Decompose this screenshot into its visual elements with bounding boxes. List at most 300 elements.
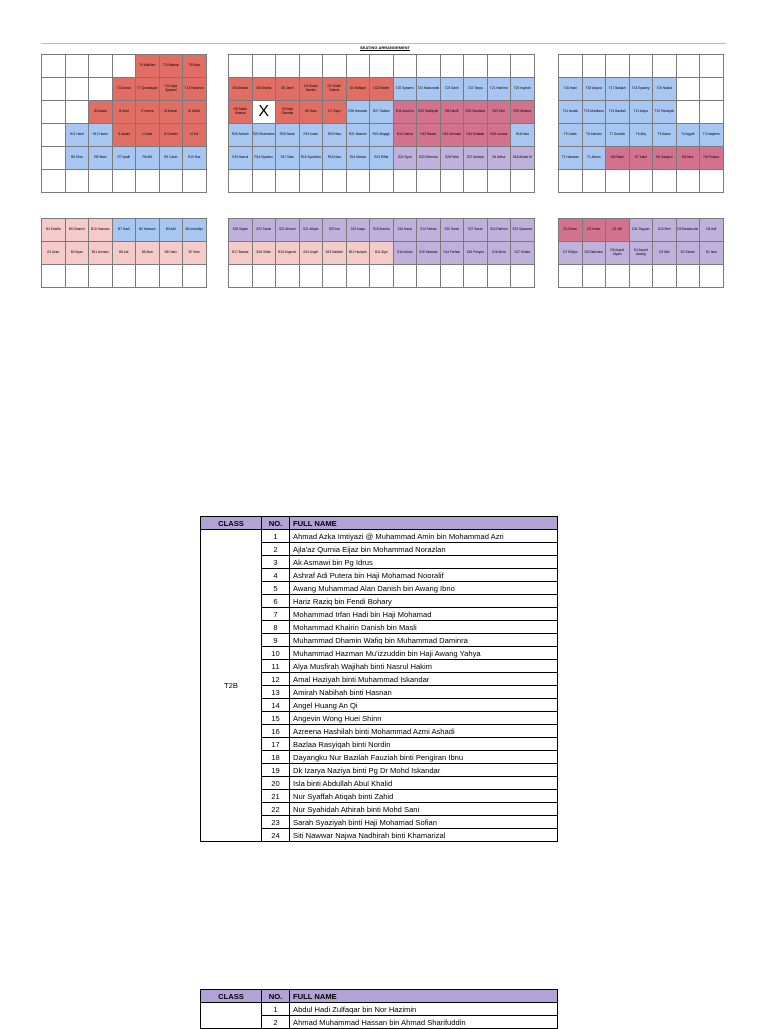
- seat: S27 Sarah: [464, 219, 488, 242]
- seat: [276, 265, 300, 288]
- seat: [559, 265, 583, 288]
- seat: [629, 170, 653, 193]
- seat: B4 Khalifa: [42, 219, 66, 242]
- seat: B11 Alya: [370, 242, 394, 265]
- seat: [464, 55, 488, 78]
- seat: T6 Afiq: [629, 124, 653, 147]
- student-name: Nur Syaffah Atiqah binti Zahid: [290, 790, 558, 803]
- seat: [440, 265, 464, 288]
- seat: T19 Nasha: [653, 78, 677, 101]
- seat: [370, 265, 394, 288]
- seat: T10 Fawziyah: [653, 101, 677, 124]
- student-name: Dayangku Nur Bazilah Fauziah binti Pengiran Ibnu: [290, 751, 558, 764]
- row-number: 15: [262, 712, 290, 725]
- seat: D7 Shiilyo: [559, 242, 583, 265]
- seat: S19 Isaya: [346, 219, 370, 242]
- student-name: Mohammad Irfan Hadi bin Haji Mohamad: [290, 608, 558, 621]
- seat: [606, 265, 630, 288]
- seat: H13 Ummiah: [440, 124, 464, 147]
- seat: T18 Asyura: [582, 78, 606, 101]
- seat: [276, 170, 300, 193]
- seat: T14 Izzdah: [559, 101, 583, 124]
- seat: R6 Afif: [136, 147, 160, 170]
- seat: T17 Balqish: [606, 78, 630, 101]
- seat: T15 Amal: [112, 78, 136, 101]
- seat: [89, 78, 113, 101]
- seat: H15 Luvana: [487, 124, 511, 147]
- seat: [183, 170, 207, 193]
- seat: H6 Gasyimi: [653, 147, 677, 170]
- seat: [487, 55, 511, 78]
- seat: I4 Eril: [183, 124, 207, 147]
- row-number: 11: [262, 660, 290, 673]
- seat: T6 Zahrani: [582, 124, 606, 147]
- seat: S16 Pesyira: [464, 242, 488, 265]
- seat: S27 Ameiya: [464, 147, 488, 170]
- seat: [653, 170, 677, 193]
- seat: [89, 170, 113, 193]
- seat: S18 Bushra: [370, 219, 394, 242]
- seat: T20 Syasero: [393, 78, 417, 101]
- row-number: 22: [262, 803, 290, 816]
- col-header-class: CLASS: [201, 517, 262, 530]
- seat: [370, 55, 394, 78]
- seat: T9 Unais: [559, 124, 583, 147]
- seat: S28 Falia: [440, 147, 464, 170]
- col-header-no: NO.: [262, 517, 290, 530]
- seat: R26 Haranah: [346, 101, 370, 124]
- seat: R11 Amal Iki: [393, 101, 417, 124]
- seat: H12 Hazer: [89, 124, 113, 147]
- col-header-no: NO.: [262, 990, 290, 1003]
- seat: T16 Iman: [559, 78, 583, 101]
- seat: S16 Nassi: [393, 219, 417, 242]
- row-number: 10: [262, 647, 290, 660]
- seat: [511, 55, 535, 78]
- seat: D2 Imran: [582, 219, 606, 242]
- seat: B17 Bazlaa: [229, 242, 253, 265]
- seat: [700, 170, 724, 193]
- seat: B12 Haziyah: [346, 242, 370, 265]
- seat: B6 Hariz: [159, 242, 183, 265]
- seat: B15 Angevin: [276, 242, 300, 265]
- seat: R13 Riftal: [370, 147, 394, 170]
- seat: R22 Sarahina: [464, 101, 488, 124]
- seat: R14 Marwa: [346, 147, 370, 170]
- header-rule: [41, 43, 726, 44]
- seat: [65, 101, 89, 124]
- seat: R16 Nisa: [323, 147, 347, 170]
- seat: S24 Syuri: [393, 147, 417, 170]
- seat: [65, 265, 89, 288]
- seat: D4 Asyraf Awang: [629, 242, 653, 265]
- student-name: Isla binti Abdullah Abul Khalid: [290, 777, 558, 790]
- row-number: 13: [262, 686, 290, 699]
- seat: R5 Cahin: [159, 147, 183, 170]
- seat: B5 Adi: [112, 242, 136, 265]
- seat: T21 Hamirra: [487, 78, 511, 101]
- seat: T5 Adam: [653, 124, 677, 147]
- seat: T4 Aqyafi: [676, 124, 700, 147]
- seat: D10 Meri: [653, 219, 677, 242]
- row-number: 4: [262, 569, 290, 582]
- seat: [42, 101, 66, 124]
- row-number: 7: [262, 608, 290, 621]
- seat: S15 Sissisha: [417, 242, 441, 265]
- seat: S14 Fatima: [417, 219, 441, 242]
- seat: I2 Asfa: [136, 124, 160, 147]
- seat: R16 Syarimu: [252, 147, 276, 170]
- seat: T3 Haqeem: [700, 124, 724, 147]
- seat: [65, 78, 89, 101]
- seat: S14 Farhah: [440, 242, 464, 265]
- row-number: 6: [262, 595, 290, 608]
- seat: [112, 170, 136, 193]
- seat: D5 Asyraf Afyam: [606, 242, 630, 265]
- seat: [42, 55, 66, 78]
- seat: [417, 55, 441, 78]
- seat: H16 Nisa: [511, 124, 535, 147]
- student-name: Hariz Raziq bin Fendi Bohary: [290, 595, 558, 608]
- seat: [89, 265, 113, 288]
- seat: [440, 170, 464, 193]
- seat: R7 Iyadil: [112, 147, 136, 170]
- seat: T7 Durahin: [606, 124, 630, 147]
- class-roster-t2b: [200, 516, 558, 842]
- seat: [229, 265, 253, 288]
- seat: T11 Adiya: [629, 101, 653, 124]
- seat: D9 Badianudin: [676, 219, 700, 242]
- seat: [393, 265, 417, 288]
- seat: [700, 78, 724, 101]
- seat: D2 Kieran: [676, 242, 700, 265]
- seat: [487, 170, 511, 193]
- seat: S16 Alina: [487, 242, 511, 265]
- row-number: 20: [262, 777, 290, 790]
- seat: H14 Khalilah: [464, 124, 488, 147]
- seat: [440, 55, 464, 78]
- seat: S6 Arfina: [487, 147, 511, 170]
- student-name: Angevin Wong Huei Shinn: [290, 712, 558, 725]
- row-number: 2: [262, 543, 290, 556]
- row-number: 16: [262, 725, 290, 738]
- seat: D1 Afif: [606, 219, 630, 242]
- student-name: Angel Huang An Qi: [290, 699, 558, 712]
- seat: G8 Satah Khamal: [229, 101, 253, 124]
- row-gap: [559, 193, 724, 219]
- seat: T2 Hamizan: [559, 147, 583, 170]
- seat: D6 Rakhmun: [582, 242, 606, 265]
- seat: R26 Sarah: [276, 124, 300, 147]
- student-name: Muhammad Dhamin Wafiq bin Muhammad Daminra: [290, 634, 558, 647]
- seat: T8 Illiya: [183, 55, 207, 78]
- seat: S20 Sherena: [417, 147, 441, 170]
- seat: I8 Amran: [159, 101, 183, 124]
- seat: R27 Gailani: [370, 101, 394, 124]
- seat: R22 Afiqagh: [370, 124, 394, 147]
- seat: [42, 124, 66, 147]
- seat: [323, 170, 347, 193]
- seat: [112, 55, 136, 78]
- seat: [511, 265, 535, 288]
- seat: [159, 170, 183, 193]
- seat: B7 Irfan: [183, 242, 207, 265]
- row-number: 14: [262, 699, 290, 712]
- seat: B6 Izzuddyn: [183, 219, 207, 242]
- seat: [676, 78, 700, 101]
- col-header-class: CLASS: [201, 990, 262, 1003]
- seat: R26 Amirah: [229, 124, 253, 147]
- class-label: [201, 1003, 262, 1029]
- seat: R8 Wani: [89, 147, 113, 170]
- seat: [629, 55, 653, 78]
- seat: T13 Haziman: [183, 78, 207, 101]
- seat: T12 Bazilah: [606, 101, 630, 124]
- seat: S20 Sanie: [440, 219, 464, 242]
- seat: B14 Angel: [299, 242, 323, 265]
- seat: [323, 55, 347, 78]
- seat: [653, 265, 677, 288]
- student-name: Nur Syahidah Athirah binti Mohd Sani: [290, 803, 558, 816]
- student-name: Siti Nawwar Najwa Nadhirah binti Khamarizal: [290, 829, 558, 842]
- seat: [346, 265, 370, 288]
- seat: [606, 55, 630, 78]
- seat: [159, 265, 183, 288]
- seat: [276, 55, 300, 78]
- seat: D11 Rayyan: [629, 219, 653, 242]
- row-number: 19: [262, 764, 290, 777]
- seat: [559, 170, 583, 193]
- col-header-full-name: FULL NAME: [290, 517, 558, 530]
- class-roster-next: [200, 989, 558, 1029]
- col-header-full-name: FULL NAME: [290, 990, 558, 1003]
- seat: G9 Afizwan: [229, 78, 253, 101]
- seat: [464, 170, 488, 193]
- seat: B13 Nabilah: [323, 242, 347, 265]
- student-name: Ahmad Muhammad Hassan bin Ahmad Sharifuddin: [290, 1016, 558, 1029]
- seat: I6 Danial: [89, 101, 113, 124]
- seat: D1 Isan: [700, 242, 724, 265]
- seat: G3 Sarah Namini: [299, 78, 323, 101]
- seat: B11 Amnani: [89, 242, 113, 265]
- seat: I3 Grenfel: [159, 124, 183, 147]
- row-number: 8: [262, 621, 290, 634]
- seat: [582, 55, 606, 78]
- row-number: 1: [262, 1003, 290, 1016]
- seat: [559, 55, 583, 78]
- seat: R21 Nazemi: [346, 124, 370, 147]
- seat: D8 Asif: [700, 219, 724, 242]
- seat: G5 Alya Gianeah: [276, 101, 300, 124]
- seat: B9 Dhamid: [65, 219, 89, 242]
- seat: [229, 170, 253, 193]
- seat: [676, 55, 700, 78]
- seat: [393, 55, 417, 78]
- seat: [65, 55, 89, 78]
- seat: S17 Khaira: [511, 242, 535, 265]
- seat: [676, 170, 700, 193]
- student-name: Sarah Syaziyah binti Haji Mohamad Sofian: [290, 816, 558, 829]
- seat: D1 Ehran: [559, 219, 583, 242]
- seat: S26 Sayan: [229, 219, 253, 242]
- seat: [629, 265, 653, 288]
- seat: [299, 265, 323, 288]
- row-number: 17: [262, 738, 290, 751]
- seat: [299, 55, 323, 78]
- seat: B10 Hasman: [89, 219, 113, 242]
- seat: B1 Azka: [42, 242, 66, 265]
- row-number: 1: [262, 530, 290, 543]
- seat: [676, 101, 700, 124]
- student-name: Azreena Hashilah binti Mohammad Azmi Ashadi: [290, 725, 558, 738]
- seat: G8 Haro: [299, 101, 323, 124]
- seat: [393, 170, 417, 193]
- seat: H5 Alive: [676, 147, 700, 170]
- row-gap: [42, 193, 207, 219]
- seat: [370, 170, 394, 193]
- student-name: Amirah Nabihah binti Hasnan: [290, 686, 558, 699]
- student-name: Ajla'az Qurnia Eijaz bin Mohammad Norazlan: [290, 543, 558, 556]
- seat: [582, 265, 606, 288]
- seat: [229, 55, 253, 78]
- seat: I6 Dabiri: [183, 101, 207, 124]
- seat: [183, 265, 207, 288]
- row-number: 23: [262, 816, 290, 829]
- seat: [136, 265, 160, 288]
- seat: B3 Adli: [159, 219, 183, 242]
- seat: T24 Nasrunarik: [417, 78, 441, 101]
- row-number: 24: [262, 829, 290, 842]
- student-name: Amal Haziyah binti Muhammad Iskandar: [290, 673, 558, 686]
- class-label: T2B: [201, 530, 262, 842]
- student-name: Abdul Hadi Zulfaqar bin Nor Hazimin: [290, 1003, 558, 1016]
- seat: [511, 170, 535, 193]
- seat: H11 Darina: [393, 124, 417, 147]
- student-name: Mohammad Khairin Danish bin Masli: [290, 621, 558, 634]
- row-number: 5: [262, 582, 290, 595]
- seat: G7 Zayu: [323, 101, 347, 124]
- seat: [606, 170, 630, 193]
- seat: [112, 265, 136, 288]
- seat: H12 Razan: [417, 124, 441, 147]
- row-number: 21: [262, 790, 290, 803]
- seat: R15 Syahidha: [299, 147, 323, 170]
- seat: [42, 147, 66, 170]
- seat: T20 Irsyirah: [511, 78, 535, 101]
- student-name: Bazlaa Rasyiqah binti Nordin: [290, 738, 558, 751]
- seat: I1 Awalil: [112, 124, 136, 147]
- seat: T18 Syasmy: [629, 78, 653, 101]
- seat: T10 Alya Syasani: [159, 78, 183, 101]
- seat: R23 Nisa: [323, 124, 347, 147]
- seating-grid-middle: [228, 54, 535, 288]
- seat: [487, 265, 511, 288]
- seat: S22 Ahmah: [276, 219, 300, 242]
- seat: S23 Syasanni: [511, 219, 535, 242]
- seat: [700, 101, 724, 124]
- seat: H4 Firdaus: [700, 147, 724, 170]
- row-number: 2: [262, 1016, 290, 1029]
- seat: B5 Alan: [136, 242, 160, 265]
- seat: R10 Sadhiyah: [417, 101, 441, 124]
- seat: R10 Raz: [183, 147, 207, 170]
- seat: R20 Shahmene: [252, 124, 276, 147]
- row-number: 12: [262, 673, 290, 686]
- seat: I4 Ifrad: [112, 101, 136, 124]
- seat: [136, 170, 160, 193]
- seat: [346, 170, 370, 193]
- seat: [252, 55, 276, 78]
- seat: [676, 265, 700, 288]
- seat: G5 Jamil: [276, 78, 300, 101]
- seat: H11 Hanif: [65, 124, 89, 147]
- seat: [252, 170, 276, 193]
- seat: T23 Sanh: [440, 78, 464, 101]
- seat: [299, 170, 323, 193]
- seat: [417, 265, 441, 288]
- seating-grid-right: [558, 54, 724, 288]
- seat: T7 Qurnatujan: [136, 78, 160, 101]
- row-gap: [229, 193, 535, 219]
- seat: H8 Radin: [606, 147, 630, 170]
- student-name: Dk Izarya Naziya binti Pg Dr Mohd Iskandar: [290, 764, 558, 777]
- seat: T3 Rafaida: [159, 55, 183, 78]
- seat: [252, 265, 276, 288]
- seat: B16 Stilah: [252, 242, 276, 265]
- seat: B7 Hadi: [112, 219, 136, 242]
- seat: T22 Tanya: [464, 78, 488, 101]
- student-name: Ahmad Azka Imtiyazi @ Muhammad Amin bin Mohammad Azri: [290, 530, 558, 543]
- seat: S18 Afinah M: [511, 147, 535, 170]
- seat: [323, 265, 347, 288]
- seat: [42, 78, 66, 101]
- row-number: 3: [262, 556, 290, 569]
- seat: R6 Dina: [65, 147, 89, 170]
- seat: [417, 170, 441, 193]
- seating-grid-left: [41, 54, 207, 288]
- seat: [346, 55, 370, 78]
- seat: R21 Dini: [487, 101, 511, 124]
- seat: R19 Hasrul: [229, 147, 253, 170]
- seat: [65, 170, 89, 193]
- seat: R8 Hanifi: [440, 101, 464, 124]
- student-name: Ashraf Adi Putera bin Haji Mohamad Nooralif: [290, 569, 558, 582]
- seat: R13 Imani: [299, 124, 323, 147]
- seat: S21 Afiqah: [299, 219, 323, 242]
- seat: T1 Aiman: [582, 147, 606, 170]
- seat: [582, 170, 606, 193]
- seat: [42, 265, 66, 288]
- seat: [700, 55, 724, 78]
- seat: B2 Hanwah: [136, 219, 160, 242]
- seat: D3 Afid: [653, 242, 677, 265]
- row-number: 18: [262, 751, 290, 764]
- seat: [42, 170, 66, 193]
- seat: G6 Nhoiha: [252, 78, 276, 101]
- blocked-seat-mark: X: [252, 101, 276, 124]
- student-name: Awang Muhammad Alan Danish bin Awang Ibno: [290, 582, 558, 595]
- seat: I7 Indera: [136, 101, 160, 124]
- seat: B3 Illyas: [65, 242, 89, 265]
- seat: G4 Rafiqah: [346, 78, 370, 101]
- student-name: Alya Musfirah Wajihah binti Nasrul Hakim: [290, 660, 558, 673]
- seat: S20 Isa: [323, 219, 347, 242]
- seat: [89, 55, 113, 78]
- seat: R20 Nisabra: [511, 101, 535, 124]
- seat: T15 Mardiana: [582, 101, 606, 124]
- seat: [700, 265, 724, 288]
- student-name: Ak Asmawi bin Pg Idrus: [290, 556, 558, 569]
